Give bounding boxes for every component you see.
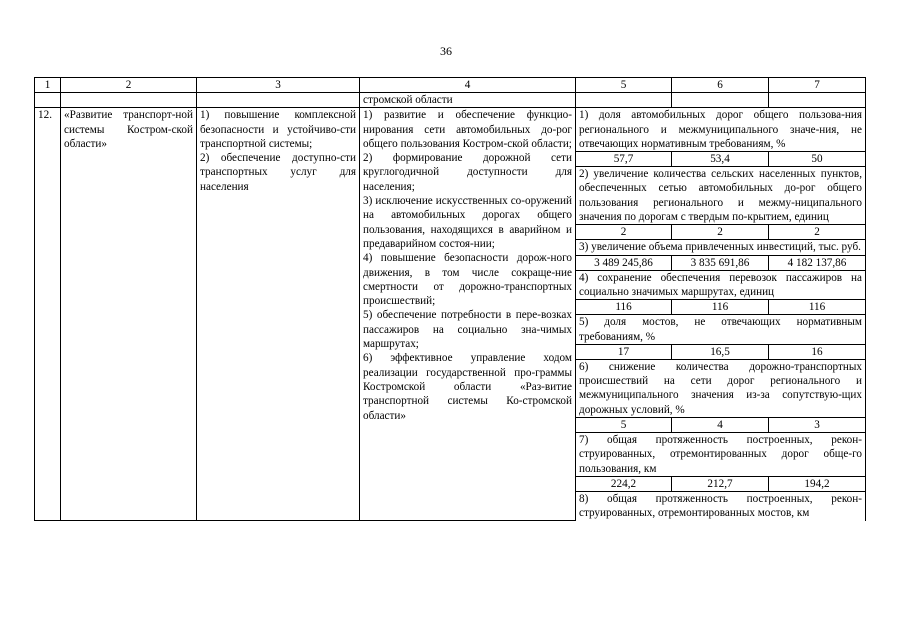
value-cell: 116 xyxy=(672,300,769,315)
task-item: 2) формирование дорожной сети круглогодичной доступности для населения; xyxy=(363,152,572,193)
indicator-text: 7) общая протяженность построенных, рекон-струированных, отремонтированных дорог обще-го пользования, км xyxy=(576,433,866,477)
value-cell: 4 xyxy=(672,418,769,433)
value-cell: 4 182 137,86 xyxy=(769,255,866,270)
value-cell: 17 xyxy=(576,344,672,359)
header-cell: 7 xyxy=(769,78,866,93)
value-cell: 57,7 xyxy=(576,152,672,167)
value-cell: 3 835 691,86 xyxy=(672,255,769,270)
task-item: 5) обеспечение потребности в пере-возках пассажиров на социально зна-чимых маршрутах; xyxy=(363,309,572,351)
task-item: 1) развитие и обеспечение функцио-нирования сети автомобильных до-рог общего пользования Костром-ской области; xyxy=(363,109,572,150)
header-cell: 3 xyxy=(197,78,360,93)
value-cell: 53,4 xyxy=(672,152,769,167)
task-item: 6) эффективное управление ходом реализации государственной про-граммы Костромской области «Раз-витие транспортной системы Ко-стромской области» xyxy=(363,352,572,422)
goal-item: 1) повышение комплексной безопасности и устойчиво-сти транспортной системы; xyxy=(200,109,356,150)
value-cell: 2 xyxy=(769,225,866,240)
value-cell: 116 xyxy=(769,300,866,315)
page-number: 36 xyxy=(440,44,452,58)
value-cell: 2 xyxy=(672,225,769,240)
indicator-text: 5) доля мостов, не отвечающих нормативным требованиям, % xyxy=(576,315,866,345)
task-item: 4) повышение безопасности дорож-ного движения, в том числе сокраще-ние смертности от дорожно-транспортных происшествий; xyxy=(363,252,572,308)
header-cell: 5 xyxy=(576,78,672,93)
value-cell: 3 xyxy=(769,418,866,433)
indicator-text: 4) сохранение обеспечения перевозок пассажиров на социально значимых маршрутах, единиц xyxy=(576,270,866,300)
task-item: 3) исключение искусственных со-оружений на автомобильных дорогах общего пользования, находящихся в аварийном и предаварийном состоя-нии; xyxy=(363,195,572,250)
row-number: 12. xyxy=(35,108,61,521)
header-cell: 6 xyxy=(672,78,769,93)
value-cell: 212,7 xyxy=(672,476,769,491)
value-cell: 5 xyxy=(576,418,672,433)
goal-item: 2) обеспечение доступно-сти транспортных услуг для населения xyxy=(200,152,356,193)
value-cell: 3 489 245,86 xyxy=(576,255,672,270)
value-cell: 116 xyxy=(576,300,672,315)
program-name: «Развитие транспорт-ной системы Костром-ской области» xyxy=(61,108,197,521)
indicator-text: 2) увеличение количества сельских населенных пунктов, обеспеченных сетью автомобильных до-рог общего пользования регионального и межму-ниципального значения по дорогам с твердым по-крытием, единиц xyxy=(576,167,866,225)
value-cell: 16,5 xyxy=(672,344,769,359)
goals-cell xyxy=(197,108,360,521)
indicator-text: 8) общая протяженность построенных, рекон-струированных, отремонтированных мостов, км xyxy=(576,491,866,520)
indicator-text: 3) увеличение объема привлеченных инвестиций, тыс. руб. xyxy=(576,240,866,255)
continuation-text: стромской области xyxy=(360,93,576,108)
indicator-text: 1) доля автомобильных дорог общего пользова-ния регионального и межмуниципального значе-ния, не отвечающих нормативным требованиям, % xyxy=(576,108,866,152)
header-cell: 2 xyxy=(61,78,197,93)
program-table xyxy=(34,77,866,521)
indicator-text: 6) снижение количества дорожно-транспортных происшествий на сети дорог регионального и межмуниципального значения из-за сопутствую-щих дорожных условий, % xyxy=(576,359,866,417)
value-cell: 224,2 xyxy=(576,476,672,491)
header-row xyxy=(35,78,866,93)
value-cell: 2 xyxy=(576,225,672,240)
tasks-cell xyxy=(360,108,576,521)
header-cell: 1 xyxy=(35,78,61,93)
continuation-row xyxy=(35,93,866,108)
header-cell: 4 xyxy=(360,78,576,93)
value-cell: 16 xyxy=(769,344,866,359)
value-cell: 50 xyxy=(769,152,866,167)
value-cell: 194,2 xyxy=(769,476,866,491)
